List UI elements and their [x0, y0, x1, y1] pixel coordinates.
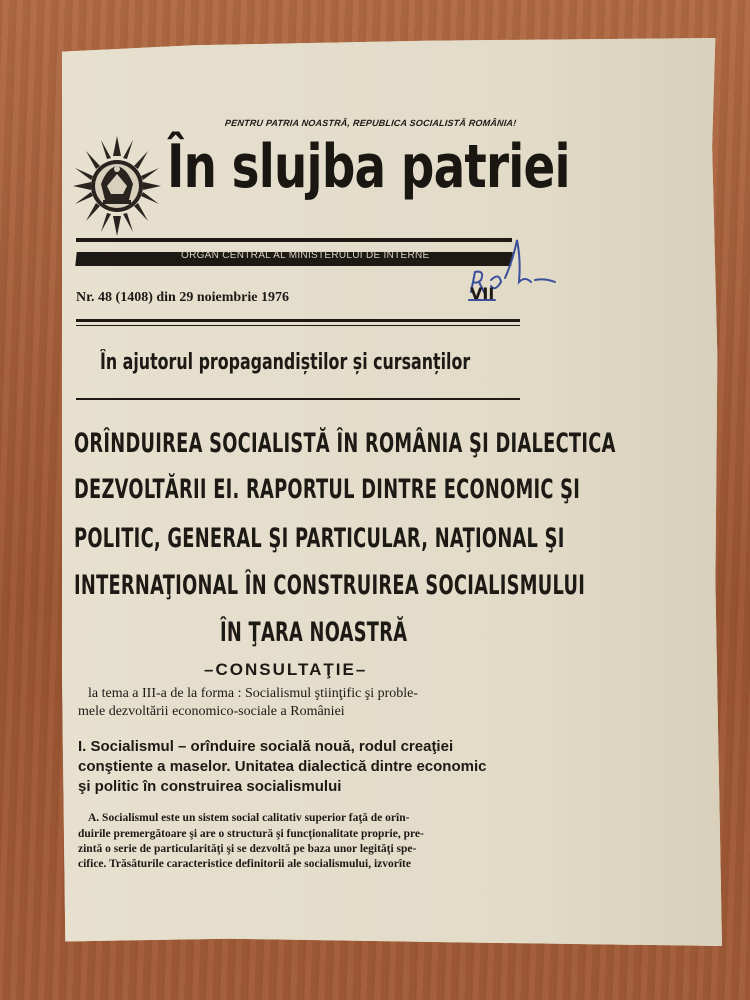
masthead-motto: PENTRU PATRIA NOASTRĂ, REPUBLICA SOCIALISTĂ ROMÂNIA!: [224, 118, 517, 128]
rubric-rule: [76, 398, 520, 400]
headline-line: DEZVOLTĂRII EI. RAPORTUL DINTRE ECONOMIC ŞI: [74, 474, 581, 505]
masthead-rule: [76, 238, 512, 242]
body-text-line: zintă o serie de particularităţi şi se dezvoltă pe baza unor legităţi spe-: [78, 843, 417, 855]
rubric-heading: În ajutorul propagandiștilor și cursanților: [100, 350, 471, 375]
headline-line: POLITIC, GENERAL ŞI PARTICULAR, NAŢIONAL ŞI: [74, 523, 565, 554]
organ-subtitle: ORGAN CENTRAL AL MINISTERULUI DE INTERNE: [181, 250, 430, 261]
section-heading-line: conştiente a maselor. Unitatea dialectică dintre economic: [78, 758, 487, 775]
section-heading-line: I. Socialismul – orînduire socială nouă, rodul creaţiei: [78, 738, 454, 755]
headline-line: ORÎNDUIREA SOCIALISTĂ ÎN ROMÂNIA ŞI DIALECTICA: [74, 428, 616, 459]
header-rule: [76, 319, 520, 322]
tema-line: la tema a III-a de la forma : Socialismul ştiinţific şi proble-: [88, 686, 419, 701]
body-text-line: cifice. Trăsăturile caracteristice definitorii ale socialismului, izvorîte: [78, 858, 411, 870]
handwritten-annotation: VII: [470, 284, 495, 303]
body-text-line: A. Socialismul este un sistem social calitativ superior faţă de orîn-: [88, 812, 410, 824]
header-rule-thin: [76, 325, 520, 326]
headline-line: ÎN ŢARA NOASTRĂ: [220, 617, 408, 648]
headline-line: INTERNAŢIONAL ÎN CONSTRUIREA SOCIALISMULUI: [74, 570, 586, 601]
section-heading-line: şi politic în construirea socialismului: [78, 778, 342, 795]
coat-of-arms-emblem-icon: [72, 134, 162, 238]
newspaper-title: În slujba patriei: [167, 132, 570, 202]
consultatie-label: –CONSULTAŢIE–: [204, 660, 368, 679]
body-text-line: duirile premergătoare şi are o structură şi funcţionalitate proprie, pre-: [78, 828, 424, 840]
issue-number-date: Nr. 48 (1408) din 29 noiembrie 1976: [76, 290, 289, 305]
tema-line: mele dezvoltării economico-sociale a României: [78, 704, 345, 719]
